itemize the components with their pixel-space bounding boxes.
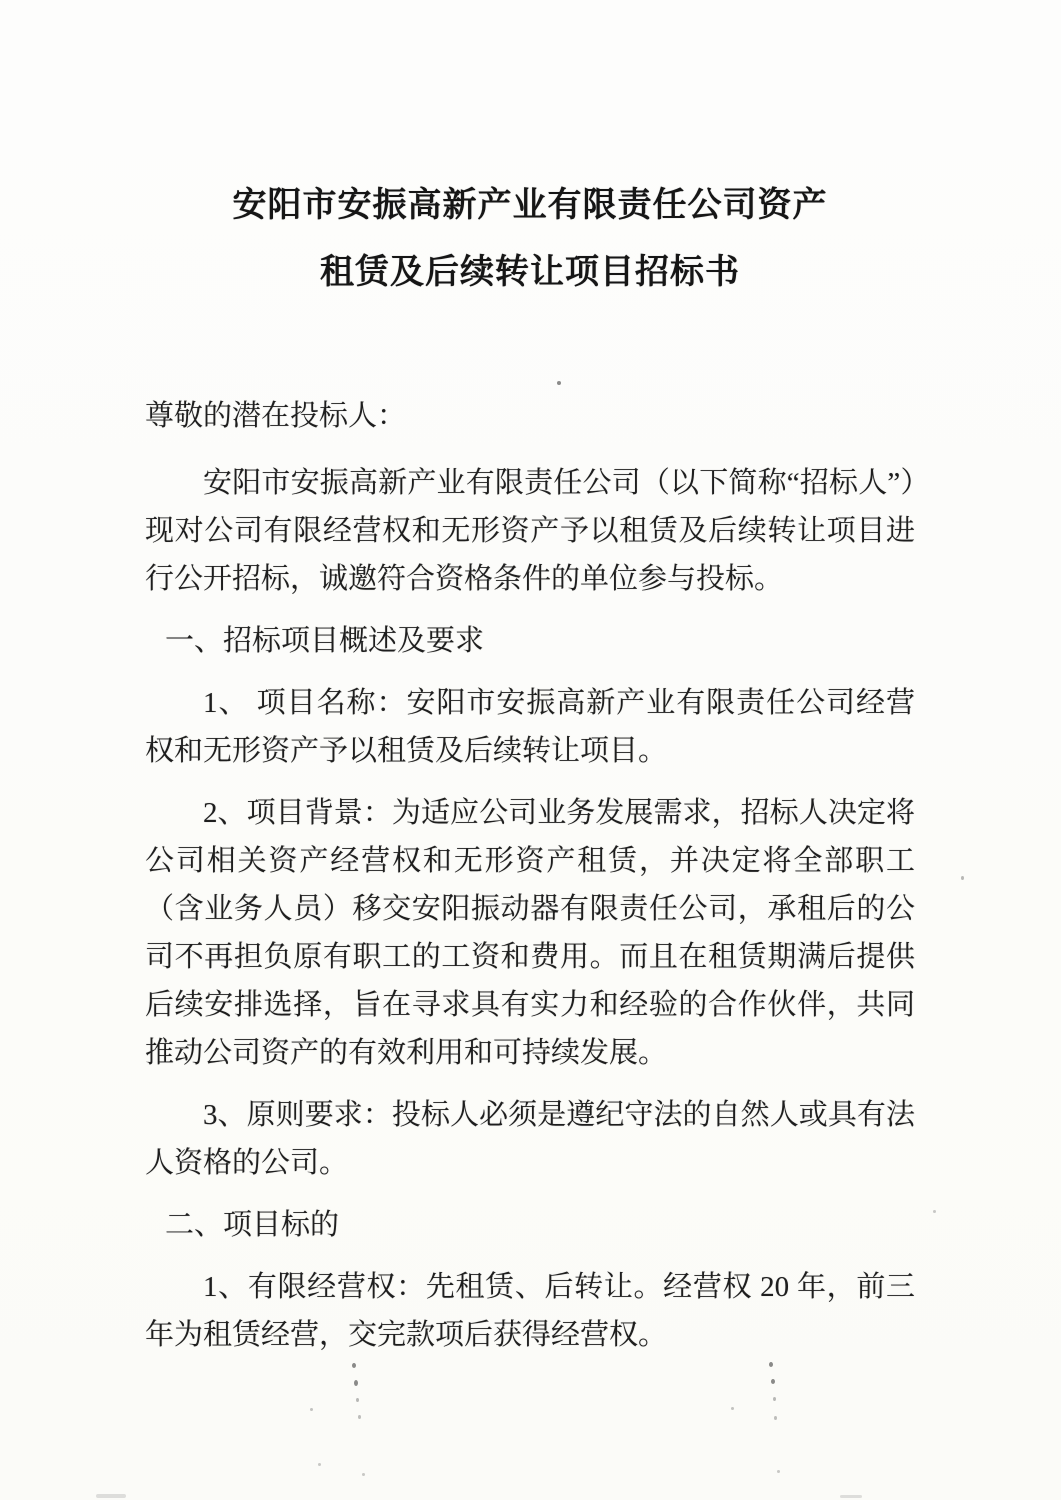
scan-speck: [362, 1473, 365, 1476]
section-heading-2: 二、项目标的: [165, 1209, 340, 1241]
section1-item3-principle-requirements: 3、原则要求：投标人必须是遵纪守法的自然人或具有法人资格的公司。: [145, 1099, 915, 1179]
scan-smudge: [96, 1494, 126, 1498]
intro-paragraph: 安阳市安振高新产业有限责任公司（以下简称“招标人”）现对公司有限经营权和无形资产予以租赁及后续转让项目进行公开招标，诚邀符合资格条件的单位参与投标。: [145, 467, 915, 595]
scan-speck: [769, 1362, 773, 1367]
section2-item1-limited-operating-rights: 1、有限经营权：先租赁、后转让。经营权 20 年，前三年为租赁经营，交完款项后获得经营权。: [145, 1271, 915, 1351]
scan-speck: [773, 1397, 776, 1401]
document-title-line-2: 租赁及后续转让项目招标书: [320, 254, 740, 291]
section1-item1-project-name: 1、 项目名称：安阳市安振高新产业有限责任公司经营权和无形资产予以租赁及后续转让项目。: [145, 687, 915, 767]
scan-speck: [352, 1363, 356, 1368]
section-heading-1: 一、招标项目概述及要求: [165, 625, 485, 657]
scan-speck: [310, 1408, 313, 1411]
scan-speck: [557, 381, 561, 385]
document-title: [145, 172, 915, 306]
scan-speck: [356, 1398, 359, 1402]
scan-speck: [318, 1463, 321, 1466]
scan-speck: [961, 876, 964, 880]
document-title-line-1: 安阳市安振高新产业有限责任公司资产: [232, 187, 828, 224]
scan-speck: [731, 1407, 734, 1410]
scan-speck: [774, 1416, 777, 1420]
scan-smudge: [840, 1495, 862, 1498]
salutation: 尊敬的潜在投标人：: [145, 400, 407, 432]
scan-speck: [358, 1415, 361, 1419]
scan-speck: [777, 1470, 780, 1473]
section1-item2-project-background: 2、项目背景：为适应公司业务发展需求，招标人决定将公司相关资产经营权和无形资产租赁，并决定将全部职工（含业务人员）移交安阳振动器有限责任公司，承租后的公司不再担负原有职工的工资和费用。而且在租赁期满后提供后续安排选择，旨在寻求具有实力和经验的合作伙伴，共同推动公司资产的有效利用和可持续发展。: [145, 797, 915, 1069]
scan-speck: [354, 1380, 358, 1386]
scan-speck: [771, 1379, 775, 1384]
scan-speck: [933, 1210, 936, 1213]
